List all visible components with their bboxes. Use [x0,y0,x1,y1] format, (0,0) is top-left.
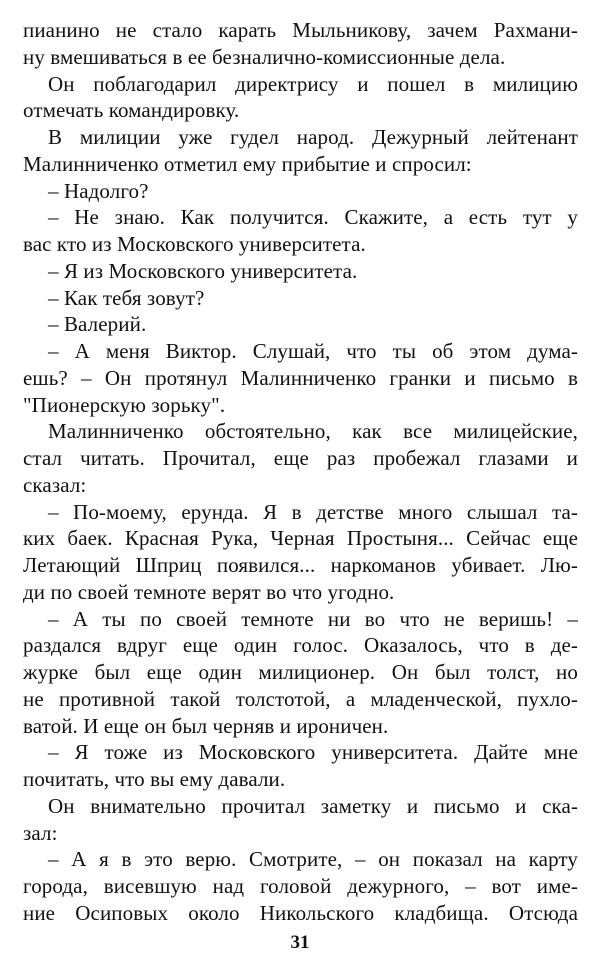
text-line: ких баек. Красная Рука, Черная Простыня... Сейчас еще [23,526,578,551]
text-line: – Надолго? [48,178,149,203]
text-line: вас кто из Московского университета. [23,232,366,256]
text-line: зал: [23,820,58,845]
book-page-text [23,17,578,927]
text-line: почитать, что вы ему давали. [23,767,286,791]
text-line: ди по своей темноте верят во что угодно. [23,579,395,604]
text-line: В милиции уже гудел народ. Дежурный лейтенант [48,125,578,149]
text-line: Малинниченко отметил ему прибытие и спросил: [23,151,472,176]
text-line: журке был еще один милиционер. Он был толст, но [23,660,578,684]
text-line: – Я тоже из Московского университета. Дайте мне [48,740,578,765]
page-number: 31 [290,932,310,953]
text-line: ну вмешиваться в ее безналично-комиссионные дела. [23,44,506,69]
text-line: – Я из Московского университета. [48,258,358,283]
text-line: ватой. И еще он был черняв и ироничен. [23,713,389,738]
text-line: сказал: [23,472,87,497]
text-line: – А ты по своей темноте ни во что не веришь! – [48,606,578,631]
text-line: города, висевшую над головой дежурного, – вот име- [23,874,578,898]
text-line: – Не знаю. Как получится. Скажите, а есть тут у [48,205,578,230]
text-line: отмечать командировку. [23,98,240,123]
text-line: раздался вдруг еще один голос. Оказалось, что в де- [23,633,578,658]
text-line: Он внимательно прочитал заметку и письмо и ска- [48,793,578,818]
text-line: Летающий Шприц появился... наркоманов убивает. Лю- [23,553,578,577]
text-line: – Как тебя зовут? [48,285,205,310]
text-line: – А меня Виктор. Слушай, что ты об этом дума- [48,339,578,363]
text-line: не противной такой толстотой, а младенческой, пухло- [23,686,578,711]
text-line: Он поблагодарил директрису и пошел в милицию [48,71,578,96]
text-line: – А я в это верю. Смотрите, – он показал на карту [48,847,578,872]
text-line: Малинниченко обстоятельно, как все милицейские, [48,419,578,444]
text-line: – Валерий. [48,312,147,337]
text-line: ние Осиповых около Никольского кладбища. Отсюда [23,900,578,925]
text-line: "Пионерскую зорьку". [23,392,226,417]
text-line: стал читать. Прочитал, еще раз пробежал глазами и [23,446,578,470]
text-line: ешь? – Он протянул Малинниченко гранки и письмо в [23,365,578,390]
text-line: – По-моему, ерунда. Я в детстве много слышал та- [48,499,578,524]
text-line: пианино не стало карать Мыльникову, зачем Рахмани- [23,18,578,42]
